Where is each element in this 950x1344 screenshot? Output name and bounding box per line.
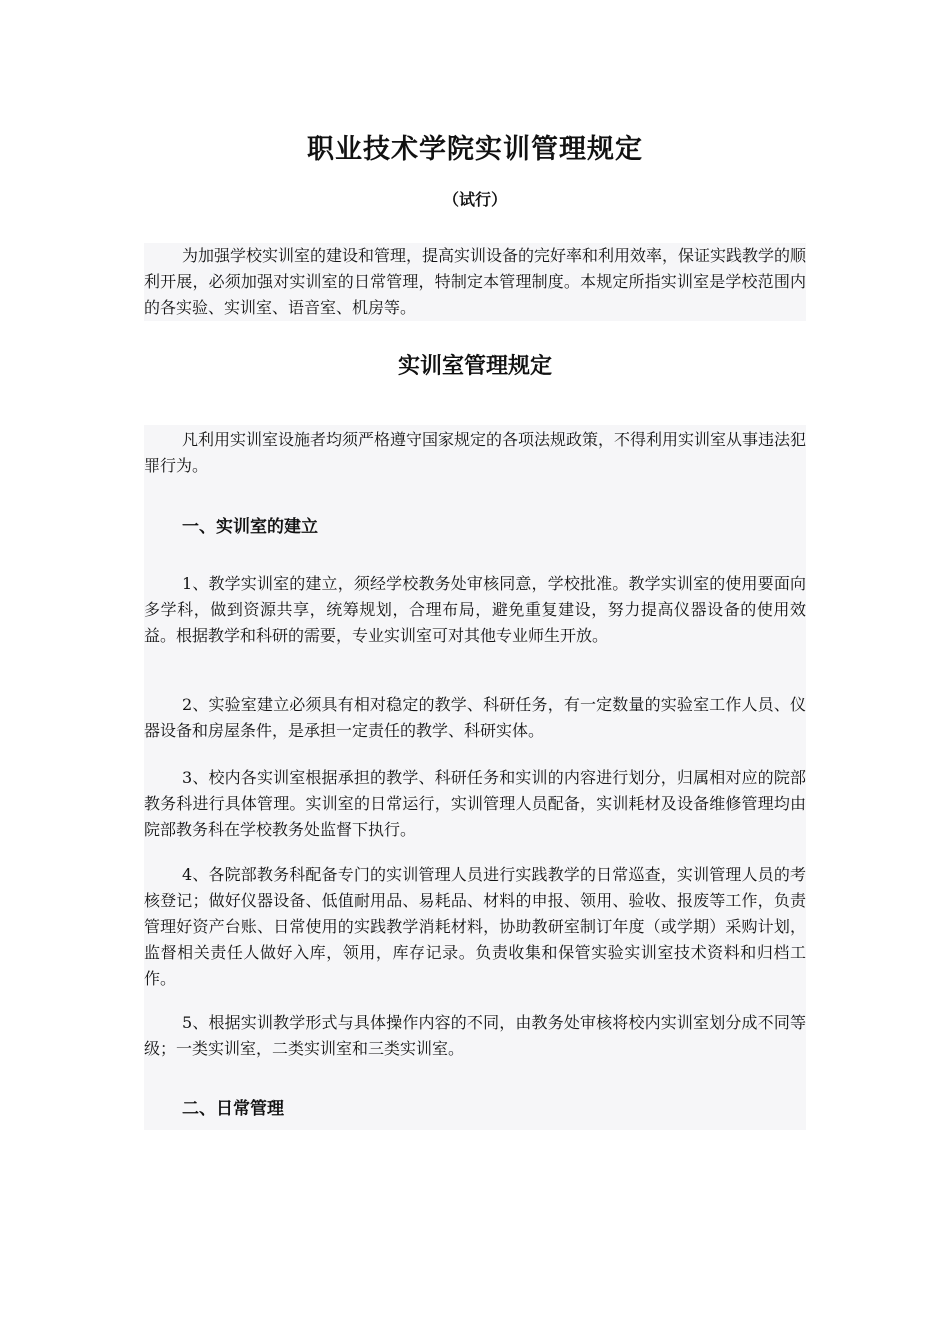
clause-1: 1、教学实训室的建立，须经学校教务处审核同意，学校批准。教学实训室的使用要面向多学科，做到资源共享，统筹规划，合理布局，避免重复建设，努力提高仪器设备的使用效益。根据教学和科研的需要，专业实训室可对其他专业师生开放。	[144, 574, 806, 645]
section-intro-paragraph: 凡利用实训室设施者均须严格遵守国家规定的各项法规政策，不得利用实训室从事违法犯罪行为。	[144, 430, 807, 475]
clause-5: 5、根据实训教学形式与具体操作内容的不同，由教务处审核将校内实训室划分成不同等级；一类实训室，二类实训室和三类实训室。	[144, 1013, 806, 1058]
intro-paragraph: 为加强学校实训室的建设和管理，提高实训设备的完好率和利用效率，保证实践教学的顺利开展，必须加强对实训室的日常管理，特制定本管理制度。本规定所指实训室是学校范围内的各实验、实训室、语音室、机房等。	[144, 246, 807, 317]
document-subtitle: （试行）	[442, 190, 507, 209]
clause-2: 2、实验室建立必须具有相对稳定的教学、科研任务，有一定数量的实验室工作人员、仪器设备和房屋条件，是承担一定责任的教学、科研实体。	[144, 695, 806, 740]
clause-4: 4、各院部教务科配备专门的实训管理人员进行实践教学的日常巡查，实训管理人员的考核登记；做好仪器设备、低值耐用品、易耗品、材料的申报、领用、验收、报废等工作，负责管理好资产台账、日常使用的实践教学消耗材料，协助教研室制订年度（或学期）采购计划，监督相关责任人做好入库，领用，库存记录。负责收集和保管实验实训室技术资料和归档工作。	[144, 865, 806, 988]
document-title: 职业技术学院实训管理规定	[307, 134, 643, 165]
heading-daily-management: 二、日常管理	[182, 1099, 284, 1119]
clause-3: 3、校内各实训室根据承担的教学、科研任务和实训的内容进行划分，归属相对应的院部教务科进行具体管理。实训室的日常运行，实训管理人员配备，实训耗材及设备维修管理均由院部教务科在学校教务处监督下执行。	[144, 768, 806, 839]
heading-establishment: 一、实训室的建立	[182, 517, 318, 537]
section-title: 实训室管理规定	[397, 354, 552, 379]
